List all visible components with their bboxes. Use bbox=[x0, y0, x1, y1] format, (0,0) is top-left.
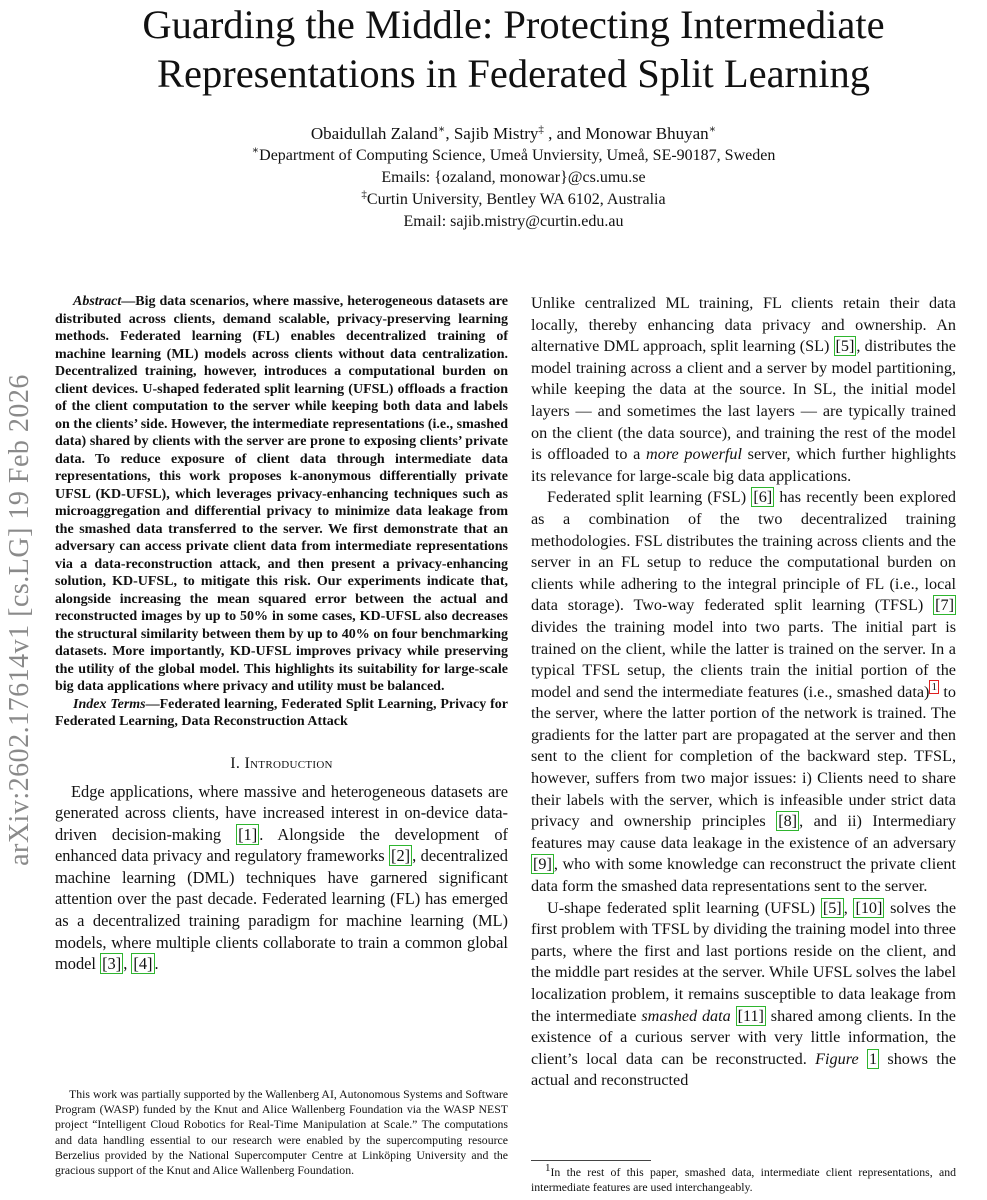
emphasis: smashed data bbox=[641, 1006, 731, 1025]
text-run bbox=[731, 1007, 736, 1025]
text-run: solves the first problem with TFSL by dividing the training model into three parts, where the first and last portions reside on the client, and the middle part resides at the server. While UFSL solves the label localization problem, it remains susceptible to data leakage from the intermediate bbox=[531, 898, 957, 1025]
text-run: , decentralized machine learning (DML) techniques have garnered significant attention over the past decade. Federated learning (FL) has emerged as a decentralized training paradigm for machine learning (ML) models, where multiple clients collaborate to train a common global model bbox=[55, 846, 508, 974]
text-run bbox=[859, 1050, 867, 1068]
citation-link[interactable]: [7] bbox=[935, 596, 954, 615]
text-run: , bbox=[843, 898, 854, 917]
citation-link[interactable]: [6] bbox=[753, 488, 773, 507]
footnote-text: In the rest of this paper, smashed data, intermediate client representations, and intermediate features are used interchangeably. bbox=[531, 1165, 956, 1195]
abstract bbox=[55, 293, 508, 696]
citation-link[interactable]: [10] bbox=[855, 898, 883, 917]
citation-link[interactable]: [3] bbox=[102, 954, 122, 974]
author-name: Obaidullah Zaland bbox=[310, 124, 438, 143]
author-list bbox=[40, 122, 987, 145]
citation-link[interactable]: [1] bbox=[238, 824, 258, 844]
funding-footnote: This work was partially supported by the Wallenberg AI, Autonomous Systems and Software Program (WASP) funded by the Knut and Alice Wallenberg Foundation via the WASP NEST project “Intelligent Cloud Robotics for Real-Time Manipulation at Scale.” The computations and data handling essential to our research were enabled by the supercomputing resource Berzelius provided by the National Supercomputer Centre at Linköping University and the gracious support of the Knut and Alice Wallenberg Foundation. bbox=[55, 1087, 508, 1178]
footnote bbox=[531, 1162, 956, 1195]
text-run: U-shape federated split learning (UFSL) bbox=[547, 898, 821, 917]
footnote-divider bbox=[531, 1160, 651, 1161]
left-column bbox=[55, 293, 508, 975]
affiliation-text: Department of Computing Science, Umeå Unviersity, Umeå, SE-90187, Sweden bbox=[259, 147, 776, 164]
text-run: Federated split learning (FSL) bbox=[547, 488, 752, 507]
paper-header bbox=[40, 0, 987, 233]
text-run: shared among clients. In the existence of a curious server with very little information, the client’s local data can be reconstructed. bbox=[531, 1006, 956, 1068]
figure-link[interactable]: 1 bbox=[868, 1049, 878, 1068]
text-run: server, which further highlights its relevance for large-scale big data applications. bbox=[531, 445, 956, 485]
arxiv-stamp bbox=[0, 300, 40, 940]
affiliation-mark: ‡ bbox=[361, 188, 367, 201]
affiliation-line: Emails: {ozaland, monowar}@cs.umu.se bbox=[381, 169, 646, 186]
author-mark: ‡ bbox=[538, 123, 544, 136]
arxiv-stamp-text: arXiv:2602.17614v1 [cs.LG] 19 Feb 2026 bbox=[4, 374, 36, 866]
text-run: , who with some knowledge can reconstruct the private client data form the smashed data representations sent to the server. bbox=[531, 855, 956, 896]
affiliation-line: Email: sajib.mistry@curtin.edu.au bbox=[403, 213, 624, 230]
affiliation-line bbox=[40, 189, 987, 211]
text-run: has recently been explored as a combination of the two decentralized training methodologies. FSL distributes the training across clients and the server in an FL setup to reduce the computational burden on clients while adhering to the integral principle of FL (i.e., local data storage). Two-way federated split learning (TFSL) bbox=[531, 488, 956, 615]
citation-link[interactable]: [5] bbox=[822, 898, 842, 917]
author-mark: ∗ bbox=[708, 123, 717, 136]
author-name: , Sajib Mistry bbox=[445, 124, 539, 143]
citation-link[interactable]: [2] bbox=[391, 846, 411, 866]
intro-paragraph bbox=[55, 781, 508, 975]
abstract-label: Abstract bbox=[73, 294, 122, 309]
text-run: . bbox=[154, 954, 159, 974]
footnote-link[interactable]: 1 bbox=[931, 681, 937, 694]
author-name: , and Monowar Bhuyan bbox=[543, 124, 709, 143]
section-number: I. bbox=[230, 754, 241, 772]
right-column bbox=[531, 293, 956, 1092]
text-run: divides the training model into two parts. The initial part is trained on the client, while the latter is trained on the server. In a typical TFSL setup, the clients train the initial portion of the model and send the intermediate features (i.e., smashed data) bbox=[531, 617, 956, 701]
text-run: Edge applications, where massive and heterogeneous datasets are generated across clients, have increased interest in on-device data-driven decision-making bbox=[55, 781, 508, 844]
text-run: to the server, where the latter portion of the network is trained. The gradients for the latter part are propagated at the server and then sent to the client for completion of the backward step. TFSL, however, suffers from two major issues: i) Clients need to share their labels with the server, which is infeasible under strict data privacy and ownership principles bbox=[531, 682, 957, 831]
text-run: , bbox=[123, 954, 132, 974]
body-paragraph bbox=[531, 487, 956, 897]
citation-link[interactable]: [11] bbox=[737, 1006, 764, 1025]
index-terms-label: Index Terms bbox=[73, 696, 146, 712]
text-run: , distributes the model training across a client and a server by model partitioning, while keeping the data at the source. In SL, the initial model layers — and sometimes the last layers — are typically trained on the client (the data source), and training the rest of the model is offloaded to a bbox=[531, 337, 956, 464]
section-title: Introduction bbox=[244, 754, 333, 772]
affiliation-mark: ∗ bbox=[251, 144, 260, 157]
text-run: shows the actual and reconstructed bbox=[531, 1049, 957, 1090]
body-paragraph bbox=[531, 898, 956, 1092]
text-run: , and ii) Intermediary features may cause data leakage in the existence of an adversary bbox=[531, 812, 956, 852]
citation-link[interactable]: [8] bbox=[778, 812, 798, 831]
text-run: Unlike centralized ML training, FL clients retain their data locally, thereby enhancing data privacy and ownership. An alternative DML approach, split learning (SL) bbox=[531, 294, 956, 356]
emphasis: Figure bbox=[815, 1049, 859, 1068]
affiliation-line bbox=[40, 145, 987, 167]
text-run: . Alongside the development of enhanced data privacy and regulatory frameworks bbox=[55, 824, 508, 866]
paper-title bbox=[40, 0, 987, 98]
body-paragraph bbox=[531, 293, 956, 487]
title-line-2: Representations in Federated Split Learning bbox=[156, 51, 871, 96]
emphasis: more powerful bbox=[646, 445, 742, 464]
title-line-1: Guarding the Middle: Protecting Intermediate bbox=[142, 2, 885, 47]
index-terms bbox=[55, 696, 508, 731]
abstract-text: —Big data scenarios, where massive, heterogeneous datasets are distributed across clients, demand scalable, privacy-preserving learning methods. Federated learning (FL) enables decentralized training of machine learning (ML) models across clients without data centralization. Decentralized training, however, introduces a computational burden on client devices. U-shaped federated split learning (UFSL) offloads a fraction of the client computation to the server while keeping both data and labels on the clients’ side. However, the intermediate representations (i.e., smashed data) shared by clients with the server are prone to exposing clients’ private data. To reduce exposure of client data through intermediate data representations, this work proposes k-anonymous differentially private UFSL (KD-UFSL), which leverages privacy-enhancing techniques such as microaggregation and differential privacy to minimize data leakage from the smashed data transferred to the server. We first demonstrate that an adversary can access private client data from intermediate representations via a data-reconstruction attack, and then present a privacy-enhancing solution, KD-UFSL, to mitigate this risk. Our experiments indicate that, alongside increasing the mean squared error between the actual and reconstructed images by up to 50% in some cases, KD-UFSL also decreases the structural similarity between them by up to 40% on four benchmarking datasets. More importantly, KD-UFSL improves privacy while preserving the utility of the global model. This highlights its suitability for large-scale big data applications where privacy and utility must be balanced. bbox=[55, 294, 508, 694]
section-heading bbox=[55, 755, 508, 773]
citation-link[interactable]: [4] bbox=[133, 954, 153, 974]
citation-link[interactable]: [9] bbox=[533, 855, 552, 874]
footnote-mark: 1 bbox=[545, 1162, 551, 1175]
index-terms-text: —Federated learning, Federated Split Learning, Privacy for Federated Learning, Data Reconstruction Attack bbox=[55, 696, 508, 729]
affiliation-text: Curtin University, Bentley WA 6102, Australia bbox=[366, 191, 666, 208]
citation-link[interactable]: [5] bbox=[835, 337, 855, 356]
author-mark: ∗ bbox=[437, 123, 446, 136]
